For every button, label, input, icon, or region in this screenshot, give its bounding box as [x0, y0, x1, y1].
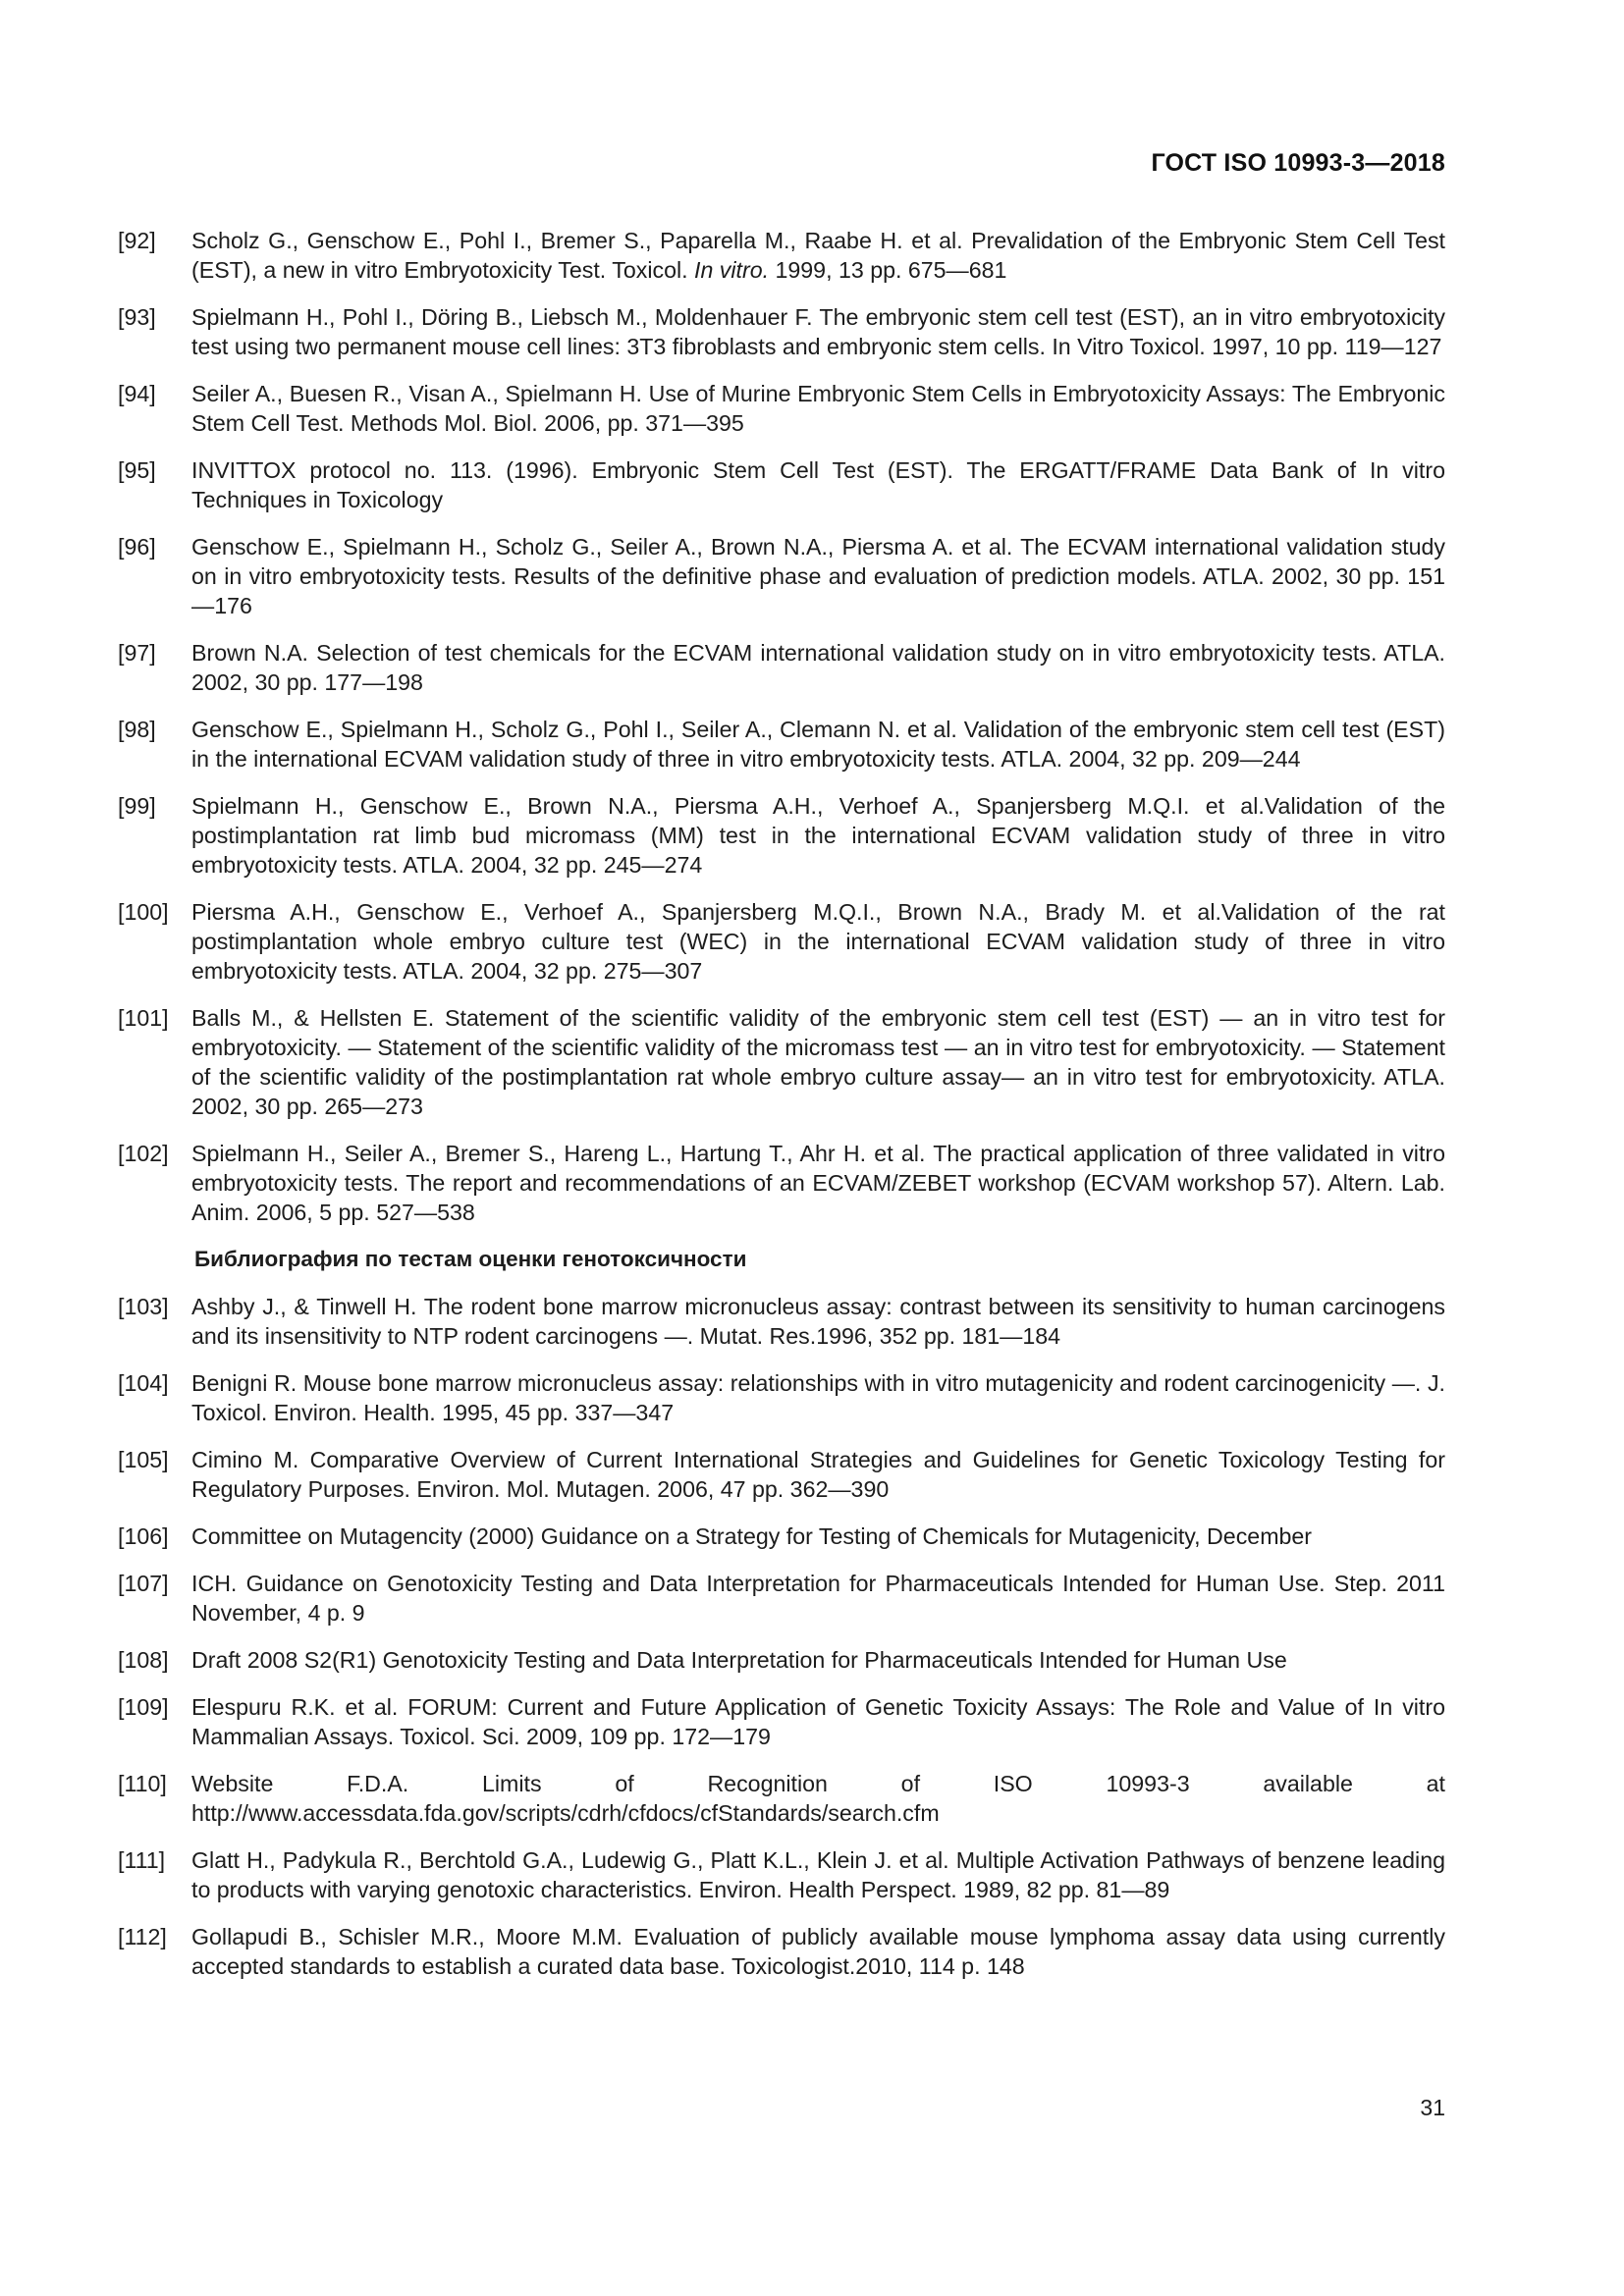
reference-number: [95] [118, 457, 156, 483]
reference-item [118, 455, 1445, 514]
reference-text: Glatt H., Padykula R., Berchtold G.A., Ludewig G., Platt K.L., Klein J. et al. Multiple Activation Pathways of benzene leading to products with varying genotoxic characteristics. Environ. Health Perspect. 1989, 82 pp. 81—89 [191, 1847, 1445, 1902]
reference-item [118, 1769, 1445, 1828]
reference-number: [107] [118, 1571, 169, 1596]
reference-item [118, 791, 1445, 880]
reference-number: [98] [118, 717, 156, 742]
reference-text: Genschow E., Spielmann H., Scholz G., Pohl I., Seiler A., Clemann N. et al. Validation of the embryonic stem cell test (EST) in the international ECVAM validation study of three in vitro embryotoxicity tests. ATLA. 2004, 32 pp. 209—244 [191, 717, 1445, 772]
reference-text: Gollapudi B., Schisler M.R., Moore M.M. Evaluation of publicly available mouse lymphoma assay data using currently accepted standards to establish a curated data base. Toxicologist.2010, 114 p. 148 [191, 1924, 1445, 1979]
reference-text: Cimino M. Comparative Overview of Current International Strategies and Guidelines for Genetic Toxicology Testing for Regulatory Purposes. Environ. Mol. Mutagen. 2006, 47 pp. 362—390 [191, 1447, 1445, 1502]
reference-number: [104] [118, 1370, 169, 1396]
reference-number: [97] [118, 640, 156, 666]
reference-number: [99] [118, 793, 156, 819]
reference-number: [93] [118, 304, 156, 330]
reference-number: [110] [118, 1771, 167, 1796]
reference-item [118, 532, 1445, 620]
reference-item [118, 1569, 1445, 1628]
reference-item [118, 1692, 1445, 1751]
bibliography-list [118, 226, 1445, 1999]
reference-number: [92] [118, 228, 156, 253]
reference-item [118, 1445, 1445, 1504]
reference-text: Balls M., & Hellsten E. Statement of the scientific validity of the embryonic stem cell test (EST) — an in vitro test for embryotoxicity. — Statement of the scientific validity of the micromass test — an in vitro test for embryotoxicity. — Statement of the scientific validity of the postimplantation rat whole embryo culture assay— an in vitro test for embryotoxicity. ATLA. 2002, 30 pp. 265—273 [191, 1005, 1445, 1119]
reference-text: Website F.D.A. Limits of Recognition of ISO 10993-3 available at http://www.accessdata.fda.gov/scripts/cdrh/cfdocs/cfStandards/search.cfm [191, 1771, 1445, 1826]
reference-item [118, 1522, 1445, 1551]
reference-text: Seiler A., Buesen R., Visan A., Spielmann H. Use of Murine Embryonic Stem Cells in Embryotoxicity Assays: The Embryonic Stem Cell Test. Methods Mol. Biol. 2006, pp. 371—395 [191, 381, 1445, 436]
reference-item [118, 1845, 1445, 1904]
document-standard-header: ГОСТ ISO 10993-3—2018 [1151, 149, 1445, 177]
reference-number: [105] [118, 1447, 169, 1472]
reference-item [118, 1645, 1445, 1675]
reference-item [118, 1368, 1445, 1427]
reference-number: [101] [118, 1005, 169, 1031]
reference-item [118, 302, 1445, 361]
reference-text: Benigni R. Mouse bone marrow micronucleus assay: relationships with in vitro mutagenicity and rodent carcinogenicity —. J. Toxicol. Environ. Health. 1995, 45 pp. 337—347 [191, 1370, 1445, 1425]
reference-item [118, 1139, 1445, 1227]
reference-number: [112] [118, 1924, 167, 1949]
reference-number: [106] [118, 1523, 169, 1549]
reference-text: Brown N.A. Selection of test chemicals for the ECVAM international validation study on in vitro embryotoxicity tests. ATLA. 2002, 30 pp. 177—198 [191, 640, 1445, 695]
reference-item [118, 379, 1445, 438]
reference-text: Scholz G., Genschow E., Pohl I., Bremer S., Paparella M., Raabe H. et al. Prevalidation of the Embryonic Stem Cell Test (EST), a new in vitro Embryotoxicity Test. Toxicol. In vitro. 1999, 13 pp. 675—681 [191, 228, 1445, 283]
reference-number: [94] [118, 381, 156, 406]
reference-text: Piersma A.H., Genschow E., Verhoef A., Spanjersberg M.Q.I., Brown N.A., Brady M. et al.Validation of the rat postimplantation whole embryo culture test (WEC) in the international ECVAM validation study of three in vitro embryotoxicity tests. ATLA. 2004, 32 pp. 275—307 [191, 899, 1445, 984]
reference-number: [96] [118, 534, 156, 560]
section-heading: Библиография по тестам оценки генотоксичности [194, 1247, 747, 1271]
reference-item [118, 638, 1445, 697]
reference-text: Committee on Mutagencity (2000) Guidance on a Strategy for Testing of Chemicals for Mutagenicity, December [191, 1523, 1313, 1549]
reference-number: [102] [118, 1141, 169, 1166]
page-number: 31 [1420, 2095, 1445, 2120]
reference-number: [108] [118, 1647, 169, 1673]
reference-number: [103] [118, 1294, 169, 1319]
reference-text: INVITTOX protocol no. 113. (1996). Embryonic Stem Cell Test (EST). The ERGATT/FRAME Data Bank of In vitro Techniques in Toxicology [191, 457, 1445, 512]
reference-text: Spielmann H., Genschow E., Brown N.A., Piersma A.H., Verhoef A., Spanjersberg M.Q.I. et al.Validation of the postimplantation rat limb bud micromass (MM) test in the international ECVAM validation study of three in vitro embryotoxicity tests. ATLA. 2004, 32 pp. 245—274 [191, 793, 1445, 878]
reference-item [118, 1292, 1445, 1351]
reference-text: Draft 2008 S2(R1) Genotoxicity Testing and Data Interpretation for Pharmaceuticals Intended for Human Use [191, 1647, 1287, 1673]
reference-text: Elespuru R.K. et al. FORUM: Current and Future Application of Genetic Toxicity Assays: The Role and Value of In vitro Mammalian Assays. Toxicol. Sci. 2009, 109 pp. 172—179 [191, 1694, 1445, 1749]
reference-number: [100] [118, 899, 169, 925]
reference-item [118, 1003, 1445, 1121]
reference-text: Spielmann H., Seiler A., Bremer S., Hareng L., Hartung T., Ahr H. et al. The practical application of three validated in vitro embryotoxicity tests. The report and recommendations of an ECVAM/ZEBET workshop (ECVAM workshop 57). Altern. Lab. Anim. 2006, 5 pp. 527—538 [191, 1141, 1445, 1225]
reference-text: Spielmann H., Pohl I., Döring B., Liebsch M., Moldenhauer F. The embryonic stem cell test (EST), an in vitro embryotoxicity test using two permanent mouse cell lines: 3T3 fibroblasts and embryonic stem cells. In Vitro Toxicol. 1997, 10 pp. 119—127 [191, 304, 1445, 359]
reference-number: [109] [118, 1694, 169, 1720]
reference-item [118, 226, 1445, 285]
reference-text: Ashby J., & Tinwell H. The rodent bone marrow micronucleus assay: contrast between its sensitivity to human carcinogens and its insensitivity to NTP rodent carcinogens —. Mutat. Res.1996, 352 pp. 181—184 [191, 1294, 1445, 1349]
reference-item [118, 897, 1445, 986]
reference-number: [111] [118, 1847, 166, 1873]
reference-item [118, 715, 1445, 774]
reference-text: ICH. Guidance on Genotoxicity Testing and Data Interpretation for Pharmaceuticals Intended for Human Use. Step. 2011 November, 4 p. 9 [191, 1571, 1445, 1626]
reference-text: Genschow E., Spielmann H., Scholz G., Seiler A., Brown N.A., Piersma A. et al. The ECVAM international validation study on in vitro embryotoxicity tests. Results of the definitive phase and evaluation of prediction models. ATLA. 2002, 30 pp. 151—176 [191, 534, 1445, 618]
reference-item [118, 1922, 1445, 1981]
italic-term: In vitro. [694, 257, 770, 283]
